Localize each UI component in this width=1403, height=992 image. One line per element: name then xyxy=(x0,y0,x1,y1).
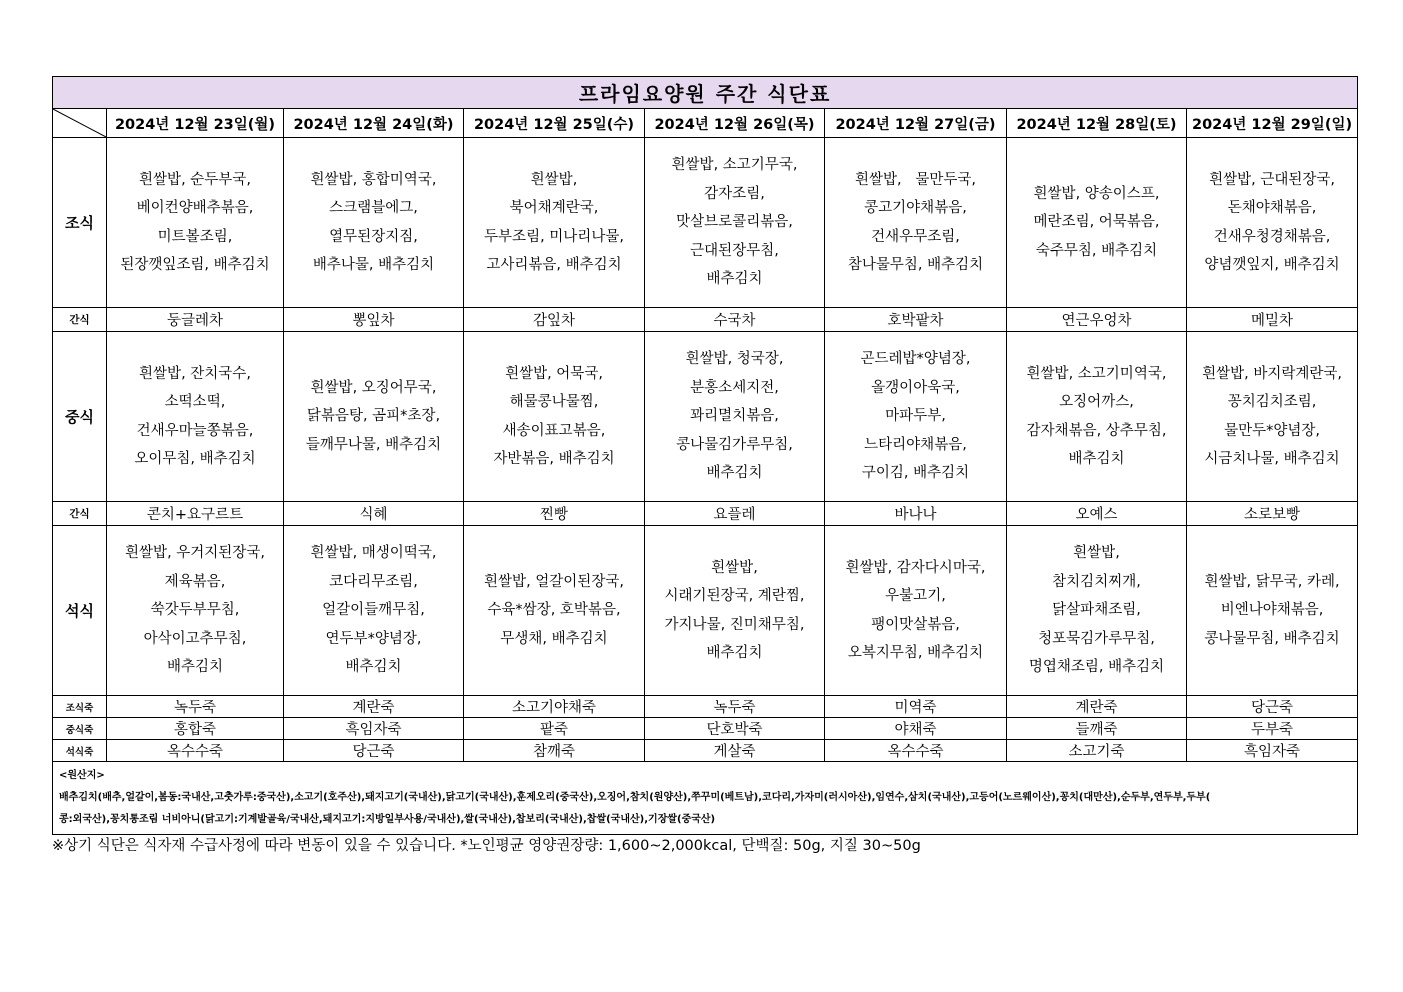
porridge-cell: 참깨죽 xyxy=(464,740,645,762)
menu-cell: 흰쌀밥, 양송이스프, 메란조림, 어묵볶음, 숙주무침, 배추김치 xyxy=(1007,138,1187,308)
menu-cell: 흰쌀밥, 어묵국, 해물콩나물찜, 새송이표고볶음, 자반볶음, 배추김치 xyxy=(464,332,645,502)
origin-row xyxy=(53,762,1358,835)
porridge-cell: 야채죽 xyxy=(825,718,1007,740)
menu-cell: 흰쌀밥, 북어채계란국, 두부조림, 미나리나물, 고사리볶음, 배추김치 xyxy=(464,138,645,308)
date-header: 2024년 12월 29일(일) xyxy=(1187,109,1358,138)
menu-cell: 흰쌀밥, 바지락계란국, 꽁치김치조림, 물만두*양념장, 시금치나물, 배추김치 xyxy=(1187,332,1358,502)
menu-cell: 흰쌀밥, 감자다시마국, 우불고기, 팽이맛살볶음, 오복지무침, 배추김치 xyxy=(825,526,1007,696)
menu-cell: 흰쌀밥, 홍합미역국, 스크램블에그, 열무된장지짐, 배추나물, 배추김치 xyxy=(284,138,464,308)
menu-cell: 흰쌀밥, 우거지된장국, 제육볶음, 쑥갓두부무침, 아삭이고추무침, 배추김치 xyxy=(107,526,284,696)
menu-cell: 흰쌀밥, 시래기된장국, 계란찜, 가지나물, 진미채무침, 배추김치 xyxy=(645,526,825,696)
porridge-cell: 계란죽 xyxy=(284,696,464,718)
porridge-cell: 계란죽 xyxy=(1007,696,1187,718)
row-label-snack: 간식 xyxy=(53,308,107,332)
date-header: 2024년 12월 23일(월) xyxy=(107,109,284,138)
menu-cell: 흰쌀밥, 오징어무국, 닭볶음탕, 곰피*초장, 들깨무나물, 배추김치 xyxy=(284,332,464,502)
porridge-cell: 들깨죽 xyxy=(1007,718,1187,740)
snack-cell: 메밀차 xyxy=(1187,308,1358,332)
porridge-cell: 당근죽 xyxy=(284,740,464,762)
menu-cell: 흰쌀밥, 소고기미역국, 오징어까스, 감자채볶음, 상추무침, 배추김치 xyxy=(1007,332,1187,502)
porridge-dinner-row xyxy=(53,740,1358,762)
date-header: 2024년 12월 28일(토) xyxy=(1007,109,1187,138)
menu-cell: 흰쌀밥, 소고기무국, 감자조림, 맛살브로콜리볶음, 근대된장무침, 배추김치 xyxy=(645,138,825,308)
snack-cell: 바나나 xyxy=(825,502,1007,526)
origin-heading: <원산지> xyxy=(59,770,105,781)
porridge-cell: 단호박죽 xyxy=(645,718,825,740)
snack-cell: 수국차 xyxy=(645,308,825,332)
dinner-row xyxy=(53,526,1358,696)
menu-cell: 흰쌀밥, 참치김치찌개, 닭살파채조림, 청포묵김가루무침, 명엽채조림, 배추김치 xyxy=(1007,526,1187,696)
porridge-cell: 당근죽 xyxy=(1187,696,1358,718)
date-header: 2024년 12월 27일(금) xyxy=(825,109,1007,138)
snack-cell: 감잎차 xyxy=(464,308,645,332)
snack2-row xyxy=(53,502,1358,526)
porridge-breakfast-row xyxy=(53,696,1358,718)
menu-cell: 흰쌀밥, 근대된장국, 돈채야채볶음, 건새우청경채볶음, 양념깻잎지, 배추김치 xyxy=(1187,138,1358,308)
snack-cell: 식혜 xyxy=(284,502,464,526)
porridge-cell: 흑임자죽 xyxy=(1187,740,1358,762)
snack-cell: 연근우엉차 xyxy=(1007,308,1187,332)
menu-cell: 곤드레밥*양념장, 올갱이아욱국, 마파두부, 느타리야채볶음, 구이김, 배추김치 xyxy=(825,332,1007,502)
porridge-lunch-row xyxy=(53,718,1358,740)
row-label-lunch: 중식 xyxy=(53,332,107,502)
menu-cell: 흰쌀밥, 닭무국, 카레, 비엔나야채볶음, 콩나물무침, 배추김치 xyxy=(1187,526,1358,696)
row-label-porridge-dinner: 석식죽 xyxy=(53,740,107,762)
snack-cell: 둥글레차 xyxy=(107,308,284,332)
porridge-cell: 미역죽 xyxy=(825,696,1007,718)
row-label-breakfast: 조식 xyxy=(53,138,107,308)
snack-cell: 요플레 xyxy=(645,502,825,526)
snack-cell: 찐빵 xyxy=(464,502,645,526)
snack-cell: 오예스 xyxy=(1007,502,1187,526)
menu-cell: 흰쌀밥, 잔치국수, 소떡소떡, 건새우마늘쫑볶음, 오이무침, 배추김치 xyxy=(107,332,284,502)
menu-cell: 흰쌀밥, 순두부국, 베이컨양배추볶음, 미트볼조림, 된장깻잎조림, 배추김치 xyxy=(107,138,284,308)
porridge-cell: 게살죽 xyxy=(645,740,825,762)
menu-cell: 흰쌀밥, 매생이떡국, 코다리무조림, 얼갈이들깨무침, 연두부*양념장, 배추김치 xyxy=(284,526,464,696)
weekly-menu-table xyxy=(52,76,1358,835)
date-header: 2024년 12월 24일(화) xyxy=(284,109,464,138)
origin-line: 콩:외국산),꽁치통조림 너비아니(닭고기:기계발골육/국내산,돼지고기:지방일부사용/국내산),쌀(국내산),찹보리(국내산),찹쌀(국내산),기장쌀(중국산) xyxy=(59,814,716,825)
row-label-snack: 간식 xyxy=(53,502,107,526)
porridge-cell: 녹두죽 xyxy=(645,696,825,718)
porridge-cell: 팥죽 xyxy=(464,718,645,740)
row-label-porridge-lunch: 중식죽 xyxy=(53,718,107,740)
breakfast-row xyxy=(53,138,1358,308)
snack1-row xyxy=(53,308,1358,332)
porridge-cell: 녹두죽 xyxy=(107,696,284,718)
corner-cell xyxy=(53,109,107,138)
table-title: 프라임요양원 주간 식단표 xyxy=(53,77,1358,109)
porridge-cell: 옥수수죽 xyxy=(107,740,284,762)
porridge-cell: 두부죽 xyxy=(1187,718,1358,740)
porridge-cell: 옥수수죽 xyxy=(825,740,1007,762)
date-header: 2024년 12월 25일(수) xyxy=(464,109,645,138)
snack-cell: 호박팥차 xyxy=(825,308,1007,332)
menu-cell: 흰쌀밥, 얼갈이된장국, 수육*쌈장, 호박볶음, 무생채, 배추김치 xyxy=(464,526,645,696)
origin-info xyxy=(53,762,1358,835)
lunch-row xyxy=(53,332,1358,502)
origin-line: 배추김치(배추,얼갈이,봄동:국내산,고춧가루:중국산),소고기(호주산),돼지고기(국내산),닭고기(국내산),훈제오리(중국산),오징어,참치(원양산),쭈꾸미(베트남),코다리,가자미(러시아산),임연수,삼치(국내산),고등어(노르웨이산),꽁치(대만산),순두부,연두부,두부( xyxy=(59,792,1211,803)
snack-cell: 콘치+요구르트 xyxy=(107,502,284,526)
porridge-cell: 소고기죽 xyxy=(1007,740,1187,762)
row-label-dinner: 석식 xyxy=(53,526,107,696)
date-header: 2024년 12월 26일(목) xyxy=(645,109,825,138)
date-header-row xyxy=(53,109,1358,138)
porridge-cell: 흑임자죽 xyxy=(284,718,464,740)
menu-cell: 흰쌀밥, 청국장, 분홍소세지전, 꽈리멸치볶음, 콩나물김가루무침, 배추김치 xyxy=(645,332,825,502)
porridge-cell: 소고기야채죽 xyxy=(464,696,645,718)
snack-cell: 뽕잎차 xyxy=(284,308,464,332)
row-label-porridge-breakfast: 조식죽 xyxy=(53,696,107,718)
porridge-cell: 홍합죽 xyxy=(107,718,284,740)
snack-cell: 소로보빵 xyxy=(1187,502,1358,526)
menu-cell: 흰쌀밥, 물만두국, 콩고기야채볶음, 건새우무조림, 참나물무침, 배추김치 xyxy=(825,138,1007,308)
footer-note: ※상기 식단은 식자재 수급사정에 따라 변동이 있을 수 있습니다. *노인평균 영양권장량: 1,600~2,000kcal, 단백질: 50g, 지질 30~50g xyxy=(52,838,921,854)
